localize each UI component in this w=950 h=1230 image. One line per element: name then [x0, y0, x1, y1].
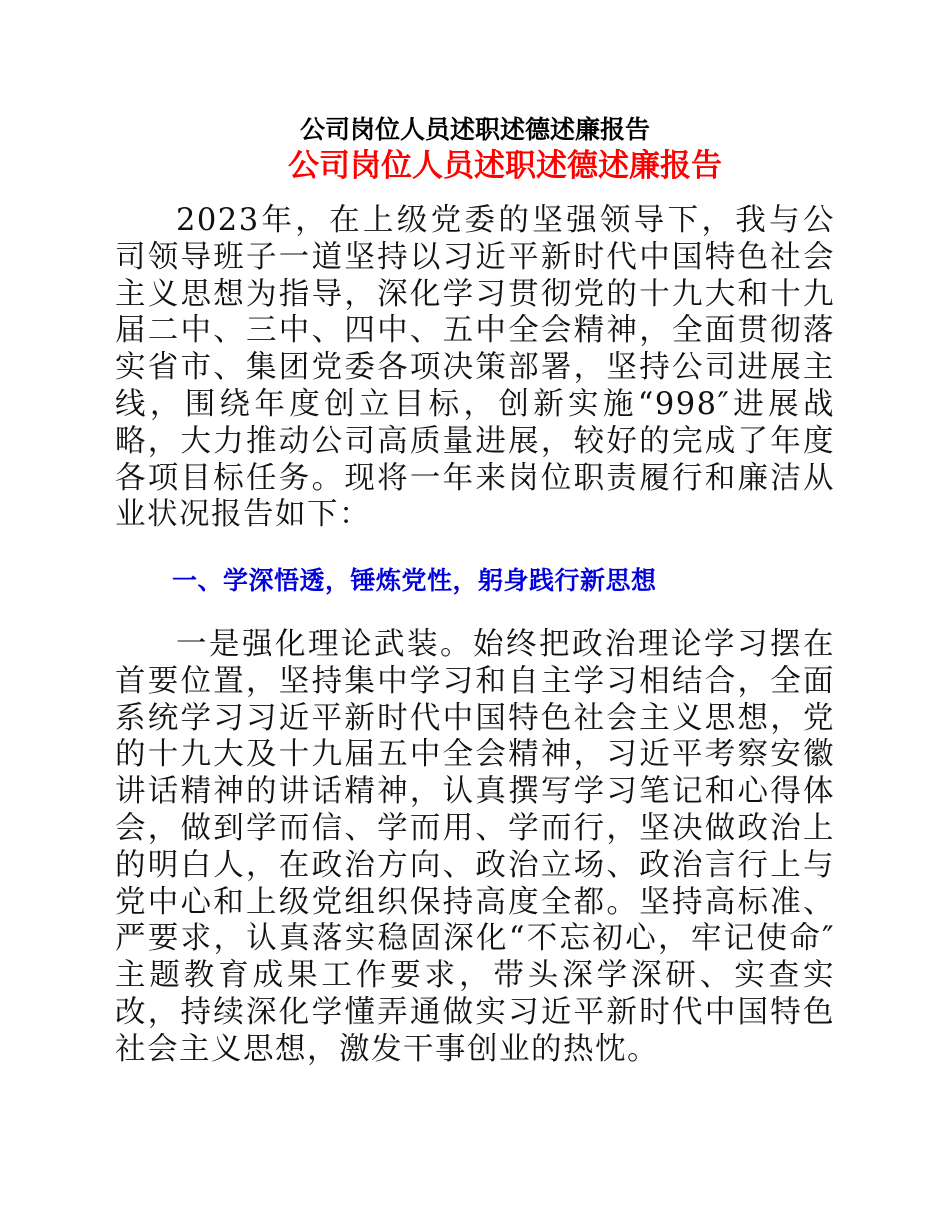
body-paragraph-1: 一是强化理论武装。始终把政治理论学习摆在首要位置，坚持集中学习和自主学习相结合，全面系统学习习近平新时代中国特色社会主义思想，党的十九大及十九届五中全会精神，习近平考察安徽讲话精神的讲话精神，认真撰写学习笔记和心得体会，做到学而信、学而用、学而行，坚决做政治上的明白人，在政治方向、政治立场、政治言行上与党中心和上级党组织保持高度全都。坚持高标准、严要求，认真落实稳固深化“不忘初心，牢记使命″主题教育成果工作要求，带头深学深研、实查实改，持续深化学懂弄通做实习近平新时代中国特色社会主义思想，激发干事创业的热忱。 [115, 627, 835, 1067]
section-heading-1: 一、学深悟透，锤炼党性，躬身践行新思想 [172, 566, 657, 595]
document-title-small: 公司岗位人员述职述德述廉报告 [299, 115, 650, 144]
document-title-large: 公司岗位人员述职述德述廉报告 [288, 148, 722, 184]
intro-paragraph: 2023年，在上级党委的坚强领导下，我与公司领导班子一道坚持以习近平新时代中国特色社会主义思想为指导，深化学习贯彻党的十九大和十九届二中、三中、四中、五中全会精神，全面贯彻落实省市、集团党委各项决策部署，坚持公司进展主线，围绕年度创立目标，创新实施“998″进展战略，大力推动公司高质量进展，较好的完成了年度各项目标任务。现将一年来岗位职责履行和廉洁从业状况报告如下： [115, 203, 835, 533]
